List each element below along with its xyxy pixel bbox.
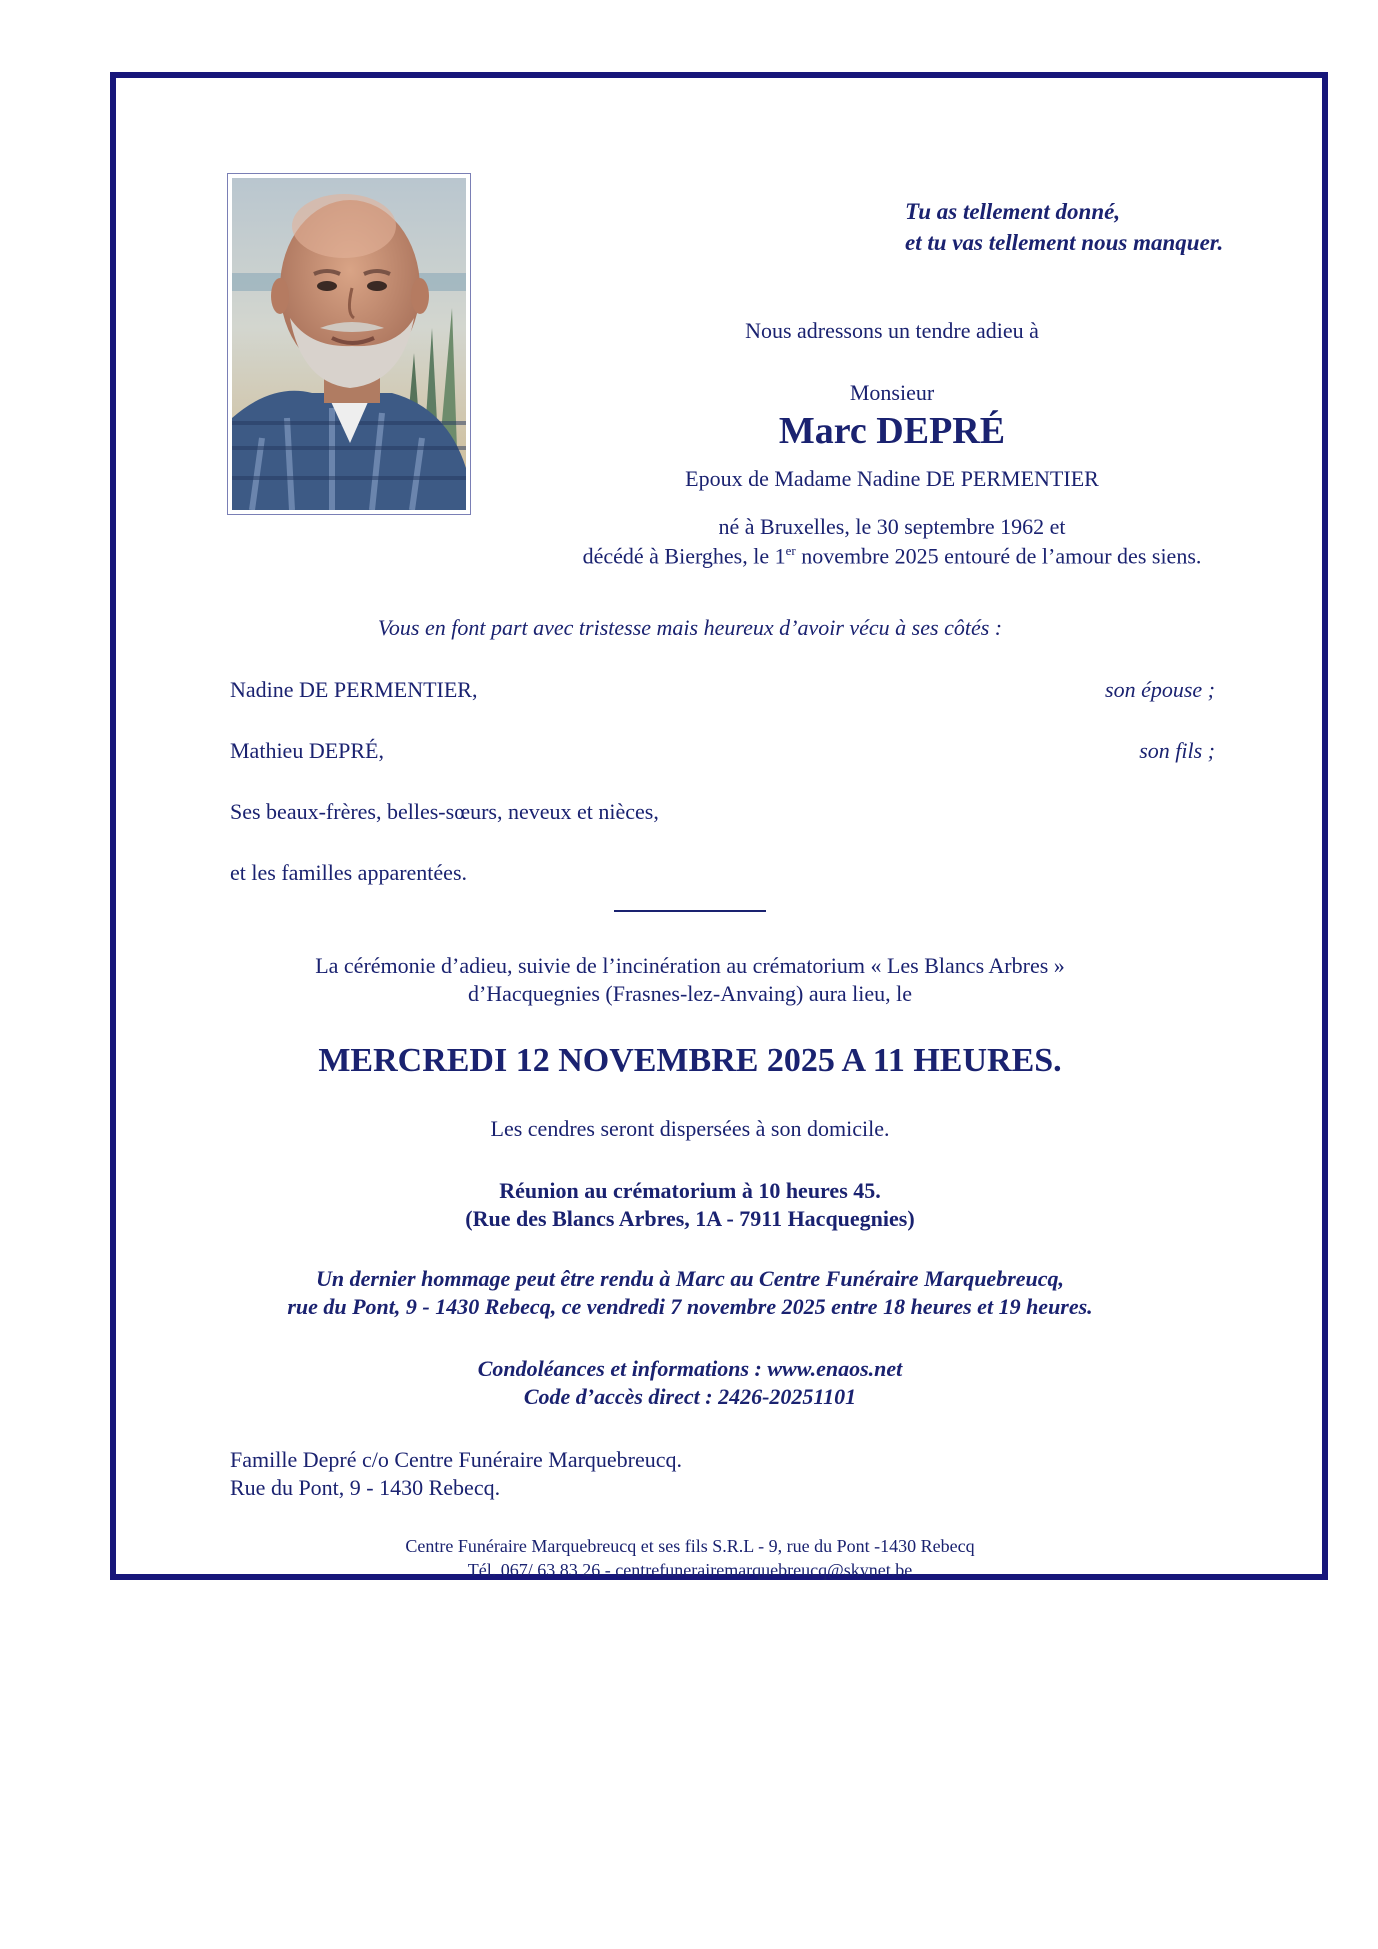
ashes-line: Les cendres seront dispersées à son domicile. <box>490 1116 890 1141</box>
deceased-name: Marc DEPRÉ <box>778 410 1006 452</box>
address-line-2: Rue du Pont, 9 - 1430 Rebecq. <box>230 1475 501 1500</box>
meeting-line-1: Réunion au crématorium à 10 heures 45. <box>499 1178 881 1203</box>
ceremony-date: MERCREDI 12 NOVEMBRE 2025 A 11 HEURES. <box>318 1042 1062 1079</box>
quote-line-2: et tu vas tellement nous manquer. <box>905 230 1224 255</box>
access-code-line: Code d’accès direct : 2426-20251101 <box>523 1384 857 1409</box>
ceremony-line-2: d’Hacquegnies (Frasnes-lez-Anvaing) aura lieu, le <box>467 981 913 1006</box>
family-name-2: Mathieu DEPRÉ, <box>230 738 384 763</box>
footer-line-2: Tél. 067/ 63 83 26 - centrefunerairemarquebreucq@skynet.be <box>467 1560 913 1580</box>
death-line: décédé à Bierghes, le 1er novembre 2025 entouré de l’amour des siens. <box>582 543 1202 569</box>
ceremony-line-1: La cérémonie d’adieu, suivie de l’incinération au crématorium « Les Blancs Arbres » <box>315 953 1065 978</box>
tribute-line-1: Un dernier hommage peut être rendu à Marc au Centre Funéraire Marquebreucq, <box>315 1266 1065 1291</box>
quote-line-1: Tu as tellement donné, <box>905 199 1121 224</box>
family-relation-1: son épouse ; <box>1105 677 1215 702</box>
family-name-4: et les familles apparentées. <box>230 860 468 885</box>
family-relation-2: son fils ; <box>1139 738 1215 763</box>
family-name-3: Ses beaux-frères, belles-sœurs, neveux et nièces, <box>230 799 659 824</box>
footer-line-1: Centre Funéraire Marquebreucq et ses fils S.R.L - 9, rue du Pont -1430 Rebecq <box>405 1536 975 1556</box>
spouse-line: Epoux de Madame Nadine DE PERMENTIER <box>685 466 1099 491</box>
intro-line: Nous adressons un tendre adieu à <box>745 318 1039 343</box>
honorific: Monsieur <box>849 380 935 405</box>
announce-line: Vous en font part avec tristesse mais heureux d’avoir vécu à ses côtés : <box>377 615 1003 640</box>
birth-line: né à Bruxelles, le 30 septembre 1962 et <box>718 514 1066 539</box>
condolences-line: Condoléances et informations : www.enaos.net <box>477 1356 903 1381</box>
family-name-1: Nadine DE PERMENTIER, <box>230 677 478 702</box>
portrait-photo <box>227 173 471 515</box>
meeting-line-2: (Rue des Blancs Arbres, 1A - 7911 Hacquegnies) <box>465 1206 915 1231</box>
address-line-1: Famille Depré c/o Centre Funéraire Marquebreucq. <box>230 1447 683 1472</box>
tribute-line-2: rue du Pont, 9 - 1430 Rebecq, ce vendredi 7 novembre 2025 entre 18 heures et 19 heures. <box>287 1294 1093 1319</box>
separator-line <box>614 910 766 912</box>
